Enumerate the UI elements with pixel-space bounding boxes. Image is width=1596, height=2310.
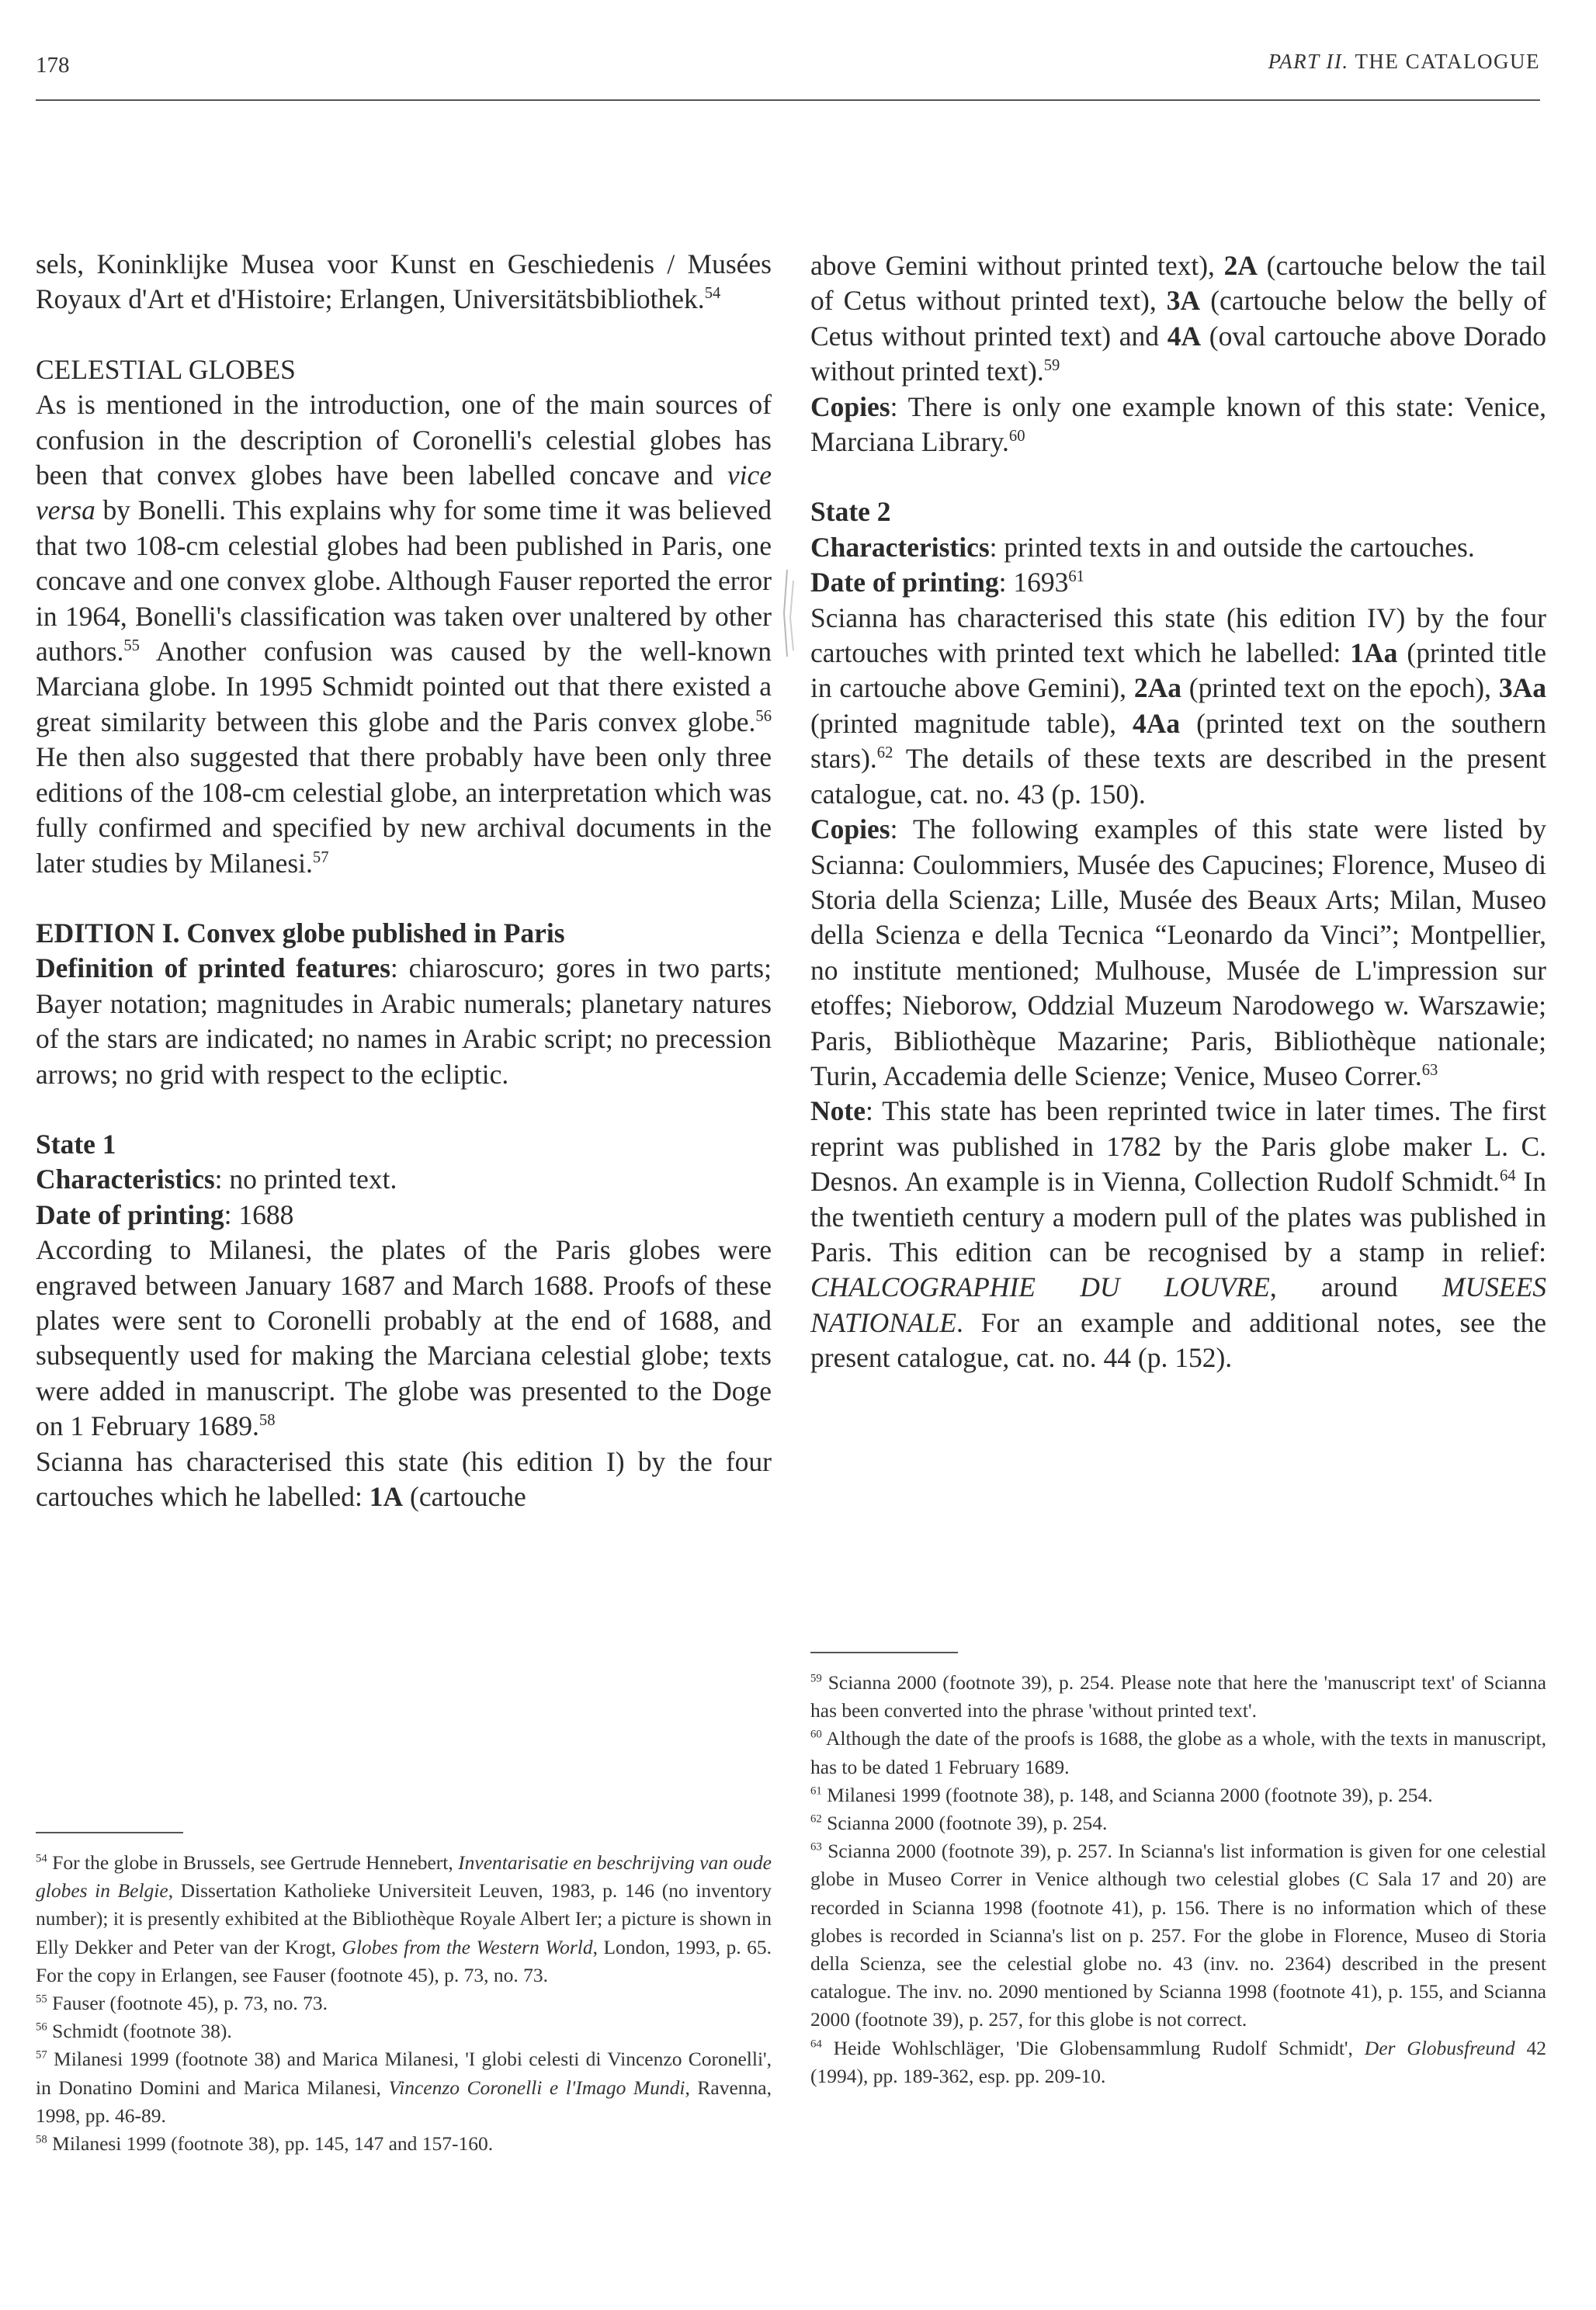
text-run: . For an example and additional notes, see the present catalogue, cat. no. 44 (p. 152).: [810, 1306, 1546, 1374]
text-run: Scianna 2000 (footnote 39), p. 254.: [821, 1812, 1108, 1835]
text-run: (cartouche below the belly of Cetus without printed text) and: [810, 285, 1546, 352]
text-run: According to Milanesi, the plates of the Paris globes were engraved between January 1687 and March 1688. Proofs of these plates were sent to Coronelli probably at the end of 1688, and subsequently used for making the Marciana celestial globe; texts were added in manuscript. The globe was presented to the Doge on 1 February 1689.: [36, 1234, 772, 1442]
text-run: above Gemini without printed text),: [810, 250, 1224, 281]
footnote-60: [810, 1725, 1546, 1781]
text-run: Date of printing: [36, 1198, 224, 1230]
text-run: Milanesi 1999 (footnote 38) and Marica Milanesi, 'I globi celesti di Vincenzo Coronelli', in Donatino Domini and Marica Milanesi,: [36, 2048, 772, 2099]
footnote-ref: 60: [810, 1728, 822, 1741]
footnote-ref: 55: [123, 637, 140, 655]
text-run: He then also suggested that there probably have been only three editions of the 108-cm celestial globe, an interpretation which was fully confirmed and specified by new archival documents in the later studies by Milanesi.: [36, 741, 772, 879]
text-run: sels, Koninklijke Musea voor Kunst en Geschiedenis / Musées Royaux d'Art et d'Histoire; Erlangen, Universitätsbibliothek.: [36, 248, 772, 315]
paragraph-scianna-1: [36, 1445, 772, 1515]
paragraph-confusion: [36, 387, 772, 881]
footnote-ref: 58: [258, 1412, 276, 1430]
footnote-ref: 55: [36, 1993, 47, 2006]
state-2-heading: State 2: [810, 496, 891, 528]
text-run: MUSEES NATIONALE: [810, 1271, 1546, 1338]
footnote-61: [810, 1781, 1546, 1809]
footnote-ref: 61: [810, 1785, 822, 1798]
state-1-date: [36, 1198, 772, 1233]
text-run: In the twentieth century a modern pull of the plates was published in Paris. This edition can be recognised by a stamp in relief:: [810, 1166, 1546, 1268]
running-head-title: THE CATALOGUE: [1355, 50, 1540, 73]
footnote-ref: 60: [1008, 428, 1025, 446]
footnote-ref: 58: [36, 2133, 47, 2146]
right-column: [810, 248, 1546, 1376]
text-run: 2Aa: [1133, 672, 1181, 704]
text-run: Copies: [810, 390, 890, 422]
footnote-ref: 54: [704, 285, 721, 303]
text-run: : 1688: [224, 1198, 294, 1230]
state-2-copies: [810, 812, 1546, 1094]
text-run: (cartouche: [403, 1481, 526, 1512]
footnote-rule-right: [810, 1652, 958, 1653]
text-run: , London, 1993, p. 65. For the copy in Erlangen, see Fauser (footnote 45), p. 73, no. 73.: [36, 1935, 772, 1986]
text-run: Definition of printed features: [36, 952, 390, 984]
text-run: (printed magnitude table),: [810, 707, 1133, 739]
footnote-58: [36, 2130, 772, 2158]
footnote-64: [810, 2034, 1546, 2090]
footnote-ref: 59: [1043, 357, 1060, 375]
footnote-ref: 63: [1421, 1062, 1438, 1080]
running-head: [1268, 50, 1540, 74]
text-run: : printed texts in and outside the cartouches.: [989, 531, 1475, 563]
footnote-59: [810, 1669, 1546, 1725]
section-heading-celestial-globes: CELESTIAL GLOBES: [36, 353, 296, 385]
text-run: 42 (1994), pp. 189-362, esp. pp. 209-10.: [810, 2036, 1546, 2087]
footnote-57: [36, 2045, 772, 2130]
paragraph-milanesi: [36, 1233, 772, 1444]
footnote-ref: 64: [810, 2038, 822, 2051]
state-1-copies: [810, 390, 1546, 460]
text-run: 3Aa: [1498, 672, 1546, 704]
footnotes-left: [36, 1849, 772, 2158]
text-run: : chiaroscuro; gores in two parts; Bayer notation; magnitudes in Arabic numerals; planetary natures of the stars are indicated; no names in Arabic script; no precession arrows; no grid with respect to the ecliptic.: [36, 952, 772, 1090]
text-run: 3A: [1166, 285, 1201, 317]
footnote-ref: 61: [1068, 568, 1084, 586]
text-run: 1Aa: [1350, 637, 1398, 669]
text-run: As is mentioned in the introduction, one of the main sources of confusion in the description of Coronelli's celestial globes has been that convex globes have been labelled concave and: [36, 389, 772, 491]
footnote-ref: 54: [36, 1852, 47, 1865]
paragraph-scianna-2: [810, 601, 1546, 812]
text-run: : There is only one example known of this state: Venice, Marciana Library.: [810, 390, 1546, 458]
text-run: CHALCOGRAPHIE DU LOUVRE: [810, 1271, 1270, 1303]
text-run: , Dissertation Katholieke Universiteit Leuven, 1983, p. 146 (no inventory number); it is presently exhibited at the Bibliothèque Royale Albert Ier; a picture is shown in Elly Dekker and Peter van der Krogt,: [36, 1879, 772, 1958]
running-head-part: PART II.: [1268, 50, 1349, 73]
footnote-rule-left: [36, 1832, 183, 1833]
footnote-ref: 64: [1499, 1167, 1516, 1185]
text-run: (cartouche below the tail of Cetus without printed text),: [810, 250, 1546, 317]
text-run: 1A: [369, 1481, 404, 1512]
text-run: : The following examples of this state were listed by Scianna: Coulommiers, Musée des Capucines; Florence, Museo di Storia della Scienza; Lille, Musée des Beaux Arts; Milan, Museo della Scienza e della Tecnica “Leonardo da Vinci”; Montpellier, no institute mentioned; Mulhouse, Musée de L'impression sur etoffes; Nieborow, Oddzial Muzeum Narodowego w. Warszawie; Paris, Bibliothèque Mazarine; Paris, Bibliothèque nationale; Turin, Accademia delle Scienze; Venice, Museo Correr.: [810, 813, 1546, 1091]
footnote-63: [810, 1837, 1546, 2034]
state-1-characteristics: [36, 1162, 772, 1197]
text-run: Characteristics: [36, 1164, 215, 1195]
text-run: Milanesi 1999 (footnote 38), p. 148, and Scianna 2000 (footnote 39), p. 254.: [821, 1783, 1433, 1806]
state-2-note: [810, 1094, 1546, 1375]
text-run: , around: [1269, 1271, 1442, 1303]
footnotes-right: [810, 1669, 1546, 2090]
footnote-ref: 57: [312, 848, 329, 866]
pencil-mark: [772, 567, 803, 660]
text-run: Copies: [810, 813, 890, 845]
text-run: Der Globusfreund: [1364, 2036, 1515, 2059]
text-run: 4A: [1167, 320, 1202, 352]
text-run: (oval cartouche above Dorado without printed text).: [810, 320, 1546, 387]
footnote-ref: 63: [810, 1840, 822, 1854]
text-run: Scianna 2000 (footnote 39), p. 254. Please note that here the 'manuscript text' of Scianna has been converted into the phrase 'without printed text'.: [810, 1671, 1546, 1722]
paragraph-locations: [36, 247, 772, 317]
edition-heading: EDITION I. Convex globe published in Paris: [36, 917, 565, 949]
text-run: Heide Wohlschläger, 'Die Globensammlung Rudolf Schmidt',: [821, 2036, 1365, 2059]
text-run: Fauser (footnote 45), p. 73, no. 73.: [47, 1992, 328, 2015]
footnote-ref: 62: [810, 1812, 822, 1826]
text-run: Note: [810, 1095, 866, 1127]
text-run: Although the date of the proofs is 1688, the globe as a whole, with the texts in manuscript, has to be dated 1 February 1689.: [810, 1727, 1546, 1778]
text-run: Characteristics: [810, 531, 990, 563]
text-run: 4Aa: [1133, 707, 1181, 739]
text-run: The details of these texts are described in the present catalogue, cat. no. 43 (p. 150).: [810, 743, 1546, 810]
text-run: Milanesi 1999 (footnote 38), pp. 145, 147 and 157-160.: [47, 2132, 494, 2156]
text-run: Scianna 2000 (footnote 39), p. 257. In Scianna's list information is given for one celestial globe in Museo Correr in Venice although two celestial globes (C Sala 17 and 20) are recorded in Scianna 1998 (footnote 41), p. 156. There is no information which of these globes is recorded in Scianna's list on p. 257. For the globe in Florence, Museo di Storia della Scienza, see the celestial globe no. 43 (inv. no. 2364) described in the present catalogue. The inv. no. 2090 mentioned by Scianna 1998 (footnote 41), p. 155, and Scianna 2000 (footnote 39), p. 257, for this globe is not correct.: [810, 1840, 1546, 2031]
footnote-62: [810, 1809, 1546, 1837]
footnote-ref: 56: [755, 708, 772, 726]
footnote-54: [36, 1849, 772, 1989]
text-run: Another confusion was caused by the well-known Marciana globe. In 1995 Schmidt pointed out that there existed a great similarity between this globe and the Paris convex globe.: [36, 636, 772, 737]
text-run: (printed text on the southern stars).: [810, 707, 1546, 775]
text-run: Globes from the Western World: [342, 1935, 593, 1958]
text-run: Scianna has characterised this state (his edition I) by the four cartouches which he labelled:: [36, 1445, 772, 1512]
state-2-characteristics: [810, 530, 1546, 565]
text-run: : This state has been reprinted twice in later times. The first reprint was published in 1782 by the Paris globe maker L. C. Desnos. An example is in Vienna, Collection Rudolf Schmidt.: [810, 1095, 1546, 1198]
text-run: Inventarisatie en beschrijving van oude globes in Belgie: [36, 1851, 772, 1902]
text-run: Date of printing: [810, 567, 999, 598]
paragraph-definition: [36, 951, 772, 1092]
text-run: Scianna has characterised this state (his edition IV) by the four cartouches with printed text which he labelled:: [810, 602, 1546, 669]
footnote-ref: 57: [36, 2048, 47, 2062]
text-run: (printed text on the epoch),: [1181, 672, 1499, 704]
footnote-56: [36, 2017, 772, 2045]
page-number: 178: [36, 53, 70, 78]
left-column: [36, 247, 772, 1514]
text-run: Schmidt (footnote 38).: [47, 2020, 232, 2043]
paragraph-cartouches: [810, 248, 1546, 390]
text-run: : no printed text.: [214, 1164, 397, 1195]
text-run: , Ravenna, 1998, pp. 46-89.: [36, 2076, 772, 2127]
text-run: vice versa: [36, 460, 772, 526]
text-run: Vincenzo Coronelli e l'Imago Mundi: [388, 2076, 685, 2099]
text-run: (printed title in cartouche above Gemini),: [810, 637, 1546, 704]
state-2-date: [810, 565, 1546, 600]
footnote-ref: 62: [876, 744, 893, 762]
footnote-ref: 56: [36, 2020, 47, 2034]
footnote-ref: 59: [810, 1672, 822, 1685]
text-run: For the globe in Brussels, see Gertrude Hennebert,: [47, 1851, 459, 1874]
page-header: [36, 45, 1540, 101]
text-run: 2A: [1223, 250, 1258, 281]
text-run: by Bonelli. This explains why for some time it was believed that two 108-cm celestial globes had been published in Paris, one concave and one convex globe. Although Fauser reported the error in 1964, Bonelli's classification was taken over unaltered by other authors.: [36, 494, 772, 668]
text-run: : 1693: [998, 567, 1069, 598]
state-1-heading: State 1: [36, 1128, 116, 1160]
footnote-55: [36, 1989, 772, 2017]
